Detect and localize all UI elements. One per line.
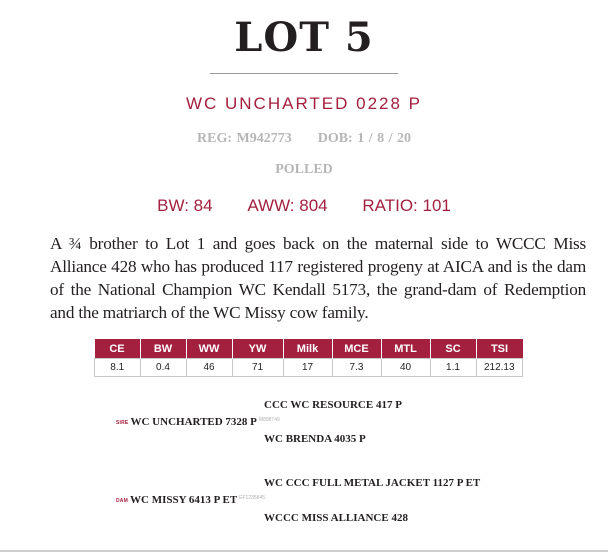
epd-header-tsi: TSI	[476, 339, 523, 359]
lot-description: A ¾ brother to Lot 1 and goes back on the maternal side to WCCC Miss Alliance 428 who has produced 117 registered progeny at AICA and is the dam of the National Champion WC Kendall 5173, the grand-dam of Redemption and the matriarch of the WC Missy cow family.	[50, 234, 586, 322]
epd-value-ww: 46	[186, 359, 232, 377]
epd-value-mtl: 40	[381, 359, 430, 377]
epd-value-row	[95, 359, 523, 377]
date-of-birth: DOB: 1 / 8 / 20	[317, 131, 411, 146]
lot-title: LOT 5	[234, 14, 374, 61]
dam-sire: WC CCC FULL METAL JACKET 1127 P ET	[264, 477, 481, 489]
epd-table	[94, 339, 523, 377]
sire-sire: CCC WC RESOURCE 417 P	[264, 399, 402, 411]
dam-entry	[116, 494, 265, 506]
dam-label: DAM	[116, 498, 128, 504]
epd-header-row	[95, 339, 523, 359]
sire-entry	[116, 416, 280, 428]
epd-value-tsi: 212.13	[476, 359, 523, 377]
epd-value-milk: 17	[283, 359, 332, 377]
polled-status: POLLED	[275, 162, 333, 177]
epd-value-mce: 7.3	[332, 359, 381, 377]
title-divider	[210, 73, 398, 74]
epd-header-yw: YW	[232, 339, 283, 359]
dam-registration: EF1235845	[239, 495, 266, 501]
epd-value-sc: 1.1	[430, 359, 476, 377]
epd-value-bw: 0.4	[140, 359, 186, 377]
epd-header-mtl: MTL	[381, 339, 430, 359]
birth-weight: BW: 84	[157, 196, 213, 215]
registration-number: REG: M942773	[197, 131, 292, 146]
registration-line	[0, 131, 608, 147]
epd-header-mce: MCE	[332, 339, 381, 359]
sire-registration: M898749	[258, 417, 280, 423]
epd-header-milk: Milk	[283, 339, 332, 359]
sire-label: SIRE	[116, 420, 129, 426]
epd-value-ce: 8.1	[95, 359, 141, 377]
weaning-ratio: RATIO: 101	[362, 196, 451, 215]
epd-header-sc: SC	[430, 339, 476, 359]
sire-name: WC UNCHARTED 7328 P	[130, 416, 257, 428]
epd-value-yw: 71	[232, 359, 283, 377]
animal-name: WC UNCHARTED 0228 P	[185, 94, 423, 113]
epd-header-ce: CE	[95, 339, 141, 359]
dam-name: WC MISSY 6413 P ET	[130, 494, 238, 506]
sire-dam: WC BRENDA 4035 P	[264, 433, 366, 445]
dam-dam: WCCC MISS ALLIANCE 428	[264, 512, 408, 524]
epd-header-ww: WW	[186, 339, 232, 359]
weaning-weight: AWW: 804	[247, 196, 328, 215]
bottom-divider	[0, 550, 608, 552]
epd-header-bw: BW	[140, 339, 186, 359]
weight-stats	[0, 196, 608, 216]
